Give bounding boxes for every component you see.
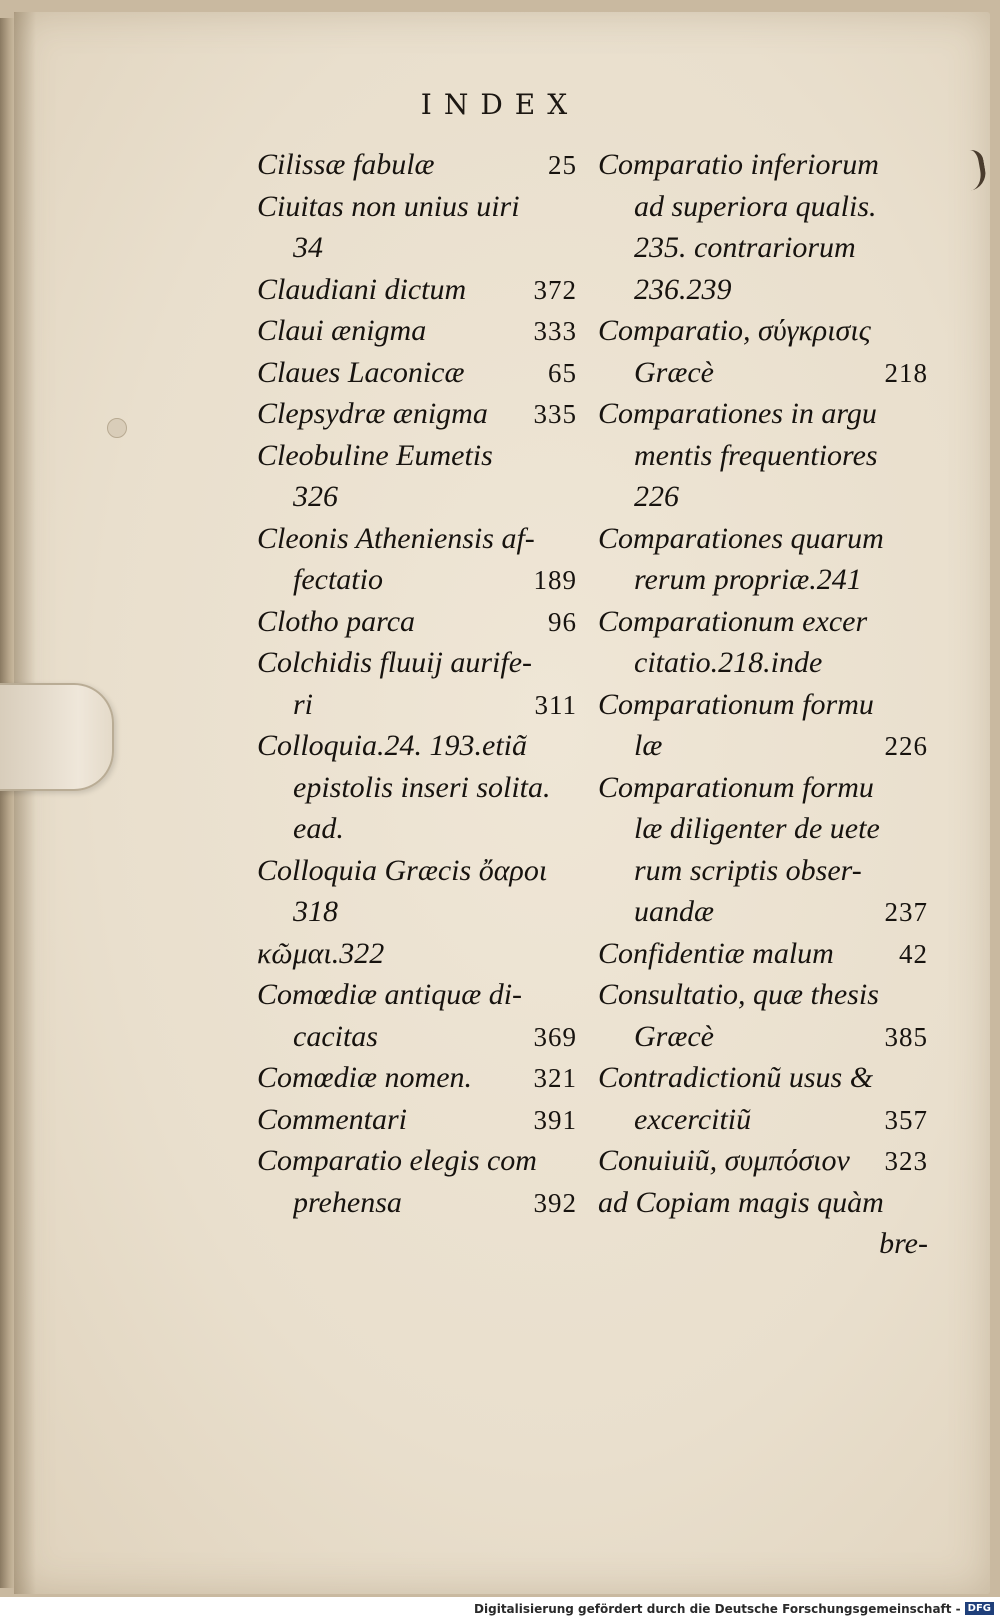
index-entry — [257, 891, 577, 933]
index-entry-page-number: 311 — [534, 689, 577, 720]
index-entry-text: Comparationum excer — [598, 604, 868, 638]
index-entry-text: læ — [634, 729, 663, 762]
index-entry — [598, 684, 928, 726]
index-entry-text: 235. contrariorum — [634, 231, 856, 264]
index-entry-text: Comparationes quarum — [598, 521, 884, 555]
index-entry-text: rum scriptis obser- — [634, 853, 862, 887]
index-entry-text: Comparationum formu — [598, 770, 874, 804]
index-entry-page-number: 96 — [548, 606, 577, 637]
index-entry-page-number: 321 — [533, 1063, 577, 1093]
index-entry — [598, 227, 928, 269]
index-entry — [257, 1016, 577, 1058]
index-entry — [257, 933, 577, 975]
index-entry-text: Clotho parca — [257, 604, 416, 638]
index-entry — [257, 518, 577, 560]
index-entry — [598, 601, 928, 643]
index-entry-text: rerum propriæ.241 — [634, 563, 862, 596]
index-entry-text: læ diligenter de uete — [634, 812, 880, 845]
index-entry — [598, 352, 928, 394]
index-entry-page-number: 372 — [533, 274, 577, 305]
index-entry-text: Consultatio, quæ thesis — [598, 978, 879, 1011]
index-entry-text: Conuiuiũ, συμπόσιον — [598, 1144, 850, 1177]
index-entry-text: ad Copiam magis quàm — [598, 1185, 884, 1219]
index-entry-text: excercitiũ — [634, 1102, 752, 1136]
index-entry — [598, 1140, 928, 1182]
index-entry-page-number: 42 — [899, 938, 928, 969]
index-entry-page-number: 323 — [884, 1146, 928, 1176]
index-entry-page-number: 335 — [533, 399, 577, 429]
index-entry — [598, 808, 928, 850]
index-entry — [257, 310, 577, 352]
index-entry-text: Comparationum formu — [598, 687, 874, 721]
index-entry — [598, 1057, 928, 1099]
index-entry-page-number: 189 — [533, 565, 577, 595]
index-entry-page-number: 333 — [533, 316, 577, 346]
index-entry — [257, 186, 577, 228]
index-entry-page-number: 357 — [884, 1104, 928, 1135]
page-crease — [14, 12, 36, 1594]
index-entry — [257, 144, 577, 186]
index-entry-text: 226 — [634, 480, 679, 513]
index-entry-text: ad superiora qualis. — [634, 189, 877, 223]
index-entry-text: 318 — [293, 895, 338, 928]
index-entry-text: Græcè — [634, 355, 714, 389]
index-entry-text: prehensa — [293, 1185, 402, 1219]
page-pinhole — [107, 418, 127, 438]
digitization-credit: Digitalisierung gefördert durch die Deutsche Forschungsgemeinschaft - — [474, 1601, 961, 1616]
index-entry-text: Ciuitas non unius uiri — [257, 189, 520, 223]
index-entry — [257, 227, 577, 269]
index-entry — [598, 642, 928, 684]
index-entry — [598, 933, 928, 975]
index-entry — [257, 1099, 577, 1141]
index-entry-page-number: 392 — [533, 1187, 577, 1218]
index-entry-text: Cilissæ fabulæ — [257, 148, 435, 181]
index-entry-page-number: 25 — [548, 150, 577, 180]
index-entry-text: mentis frequentiores — [634, 438, 878, 472]
index-entry-text: 326 — [293, 480, 338, 513]
index-entry-page-number: 385 — [884, 1021, 928, 1052]
index-entry-page-number: 391 — [533, 1104, 577, 1135]
index-entry-text: Contradictionũ usus & — [598, 1061, 874, 1094]
bookmark-tab — [0, 683, 114, 791]
index-entry-page-number: 369 — [533, 1021, 577, 1052]
index-entry — [257, 476, 577, 518]
index-entry-text: Græcè — [634, 1019, 714, 1053]
index-entry — [257, 1182, 577, 1224]
index-entry-text: 34 — [293, 231, 323, 264]
index-entry-page-number: 218 — [884, 357, 928, 388]
index-entry-text: citatio.218.inde — [634, 646, 823, 679]
index-entry-text: Claui ænigma — [257, 314, 427, 347]
index-entry — [257, 808, 577, 850]
index-entry-text: Claudiani dictum — [257, 272, 467, 306]
index-entry — [257, 1140, 577, 1182]
index-entry — [598, 310, 928, 352]
index-entry-page-number: 226 — [884, 731, 928, 761]
index-entry — [598, 186, 928, 228]
index-entry-text: Comparatio, σύγκρισις — [598, 314, 871, 347]
index-entry — [257, 559, 577, 601]
index-entry-text: Commentari — [257, 1102, 407, 1136]
index-entry — [598, 144, 928, 186]
index-entry — [257, 352, 577, 394]
index-entry — [598, 518, 928, 560]
index-entry — [598, 269, 928, 311]
index-entry — [598, 725, 928, 767]
index-entry-text: Comœdiæ antiquæ di- — [257, 978, 523, 1011]
dfg-logo: DFG — [965, 1602, 994, 1615]
index-entry-text: Colloquia Græcis ὄαροι — [257, 853, 548, 887]
index-entry-text: Cleonis Atheniensis af- — [257, 521, 535, 555]
index-entry-text: Claues Laconicæ — [257, 355, 465, 389]
index-entry-text: κῶμαι.322 — [257, 936, 385, 970]
index-entry-text: Comparatio elegis com — [257, 1144, 537, 1177]
index-entry-text: Comparationes in argu — [598, 397, 877, 430]
index-entry — [257, 642, 577, 684]
index-entry-text: ri — [293, 687, 314, 721]
index-entry — [598, 1223, 928, 1265]
index-entry — [598, 974, 928, 1016]
index-entry-text: Colchidis fluuij aurife- — [257, 646, 532, 679]
index-entry-text: ead. — [293, 812, 344, 845]
index-entry — [598, 1016, 928, 1058]
index-entry-text: 236.239 — [634, 272, 732, 306]
index-entry — [257, 974, 577, 1016]
index-entry-text: cacitas — [293, 1019, 378, 1053]
index-entry-text: Colloquia.24. 193.etiã — [257, 729, 527, 762]
index-entry — [257, 850, 577, 892]
index-entry-text: Comparatio inferiorum — [598, 148, 879, 181]
index-entry — [598, 767, 928, 809]
index-entry — [598, 1099, 928, 1141]
index-entry-text: Clepsydræ ænigma — [257, 397, 488, 430]
index-entry-text: Confidentiæ malum — [598, 936, 834, 970]
index-entry — [257, 435, 577, 477]
index-entry — [598, 393, 928, 435]
index-entry-text: fectatio — [293, 563, 383, 596]
digitization-footer — [0, 1597, 1000, 1620]
index-column-right — [598, 144, 928, 1265]
index-entry-page-number: 65 — [548, 357, 577, 388]
index-entry — [257, 767, 577, 809]
index-column-left — [257, 144, 577, 1223]
index-entry — [598, 850, 928, 892]
index-entry — [257, 601, 577, 643]
running-head: INDEX — [420, 88, 580, 121]
index-entry-text: Cleobuline Eumetis — [257, 438, 493, 472]
index-entry — [598, 435, 928, 477]
index-entry — [257, 393, 577, 435]
index-entry-text: bre- — [879, 1227, 928, 1260]
index-entry — [257, 269, 577, 311]
index-entry — [598, 476, 928, 518]
index-entry — [257, 725, 577, 767]
index-entry-text: uandæ — [634, 895, 715, 928]
index-entry-text: epistolis inseri solita. — [293, 770, 551, 804]
index-entry — [598, 559, 928, 601]
index-entry — [257, 1057, 577, 1099]
index-entry — [598, 1182, 928, 1224]
index-entry — [598, 891, 928, 933]
index-entry-page-number: 237 — [884, 897, 928, 927]
index-entry — [257, 684, 577, 726]
index-entry-text: Comœdiæ nomen. — [257, 1061, 473, 1094]
